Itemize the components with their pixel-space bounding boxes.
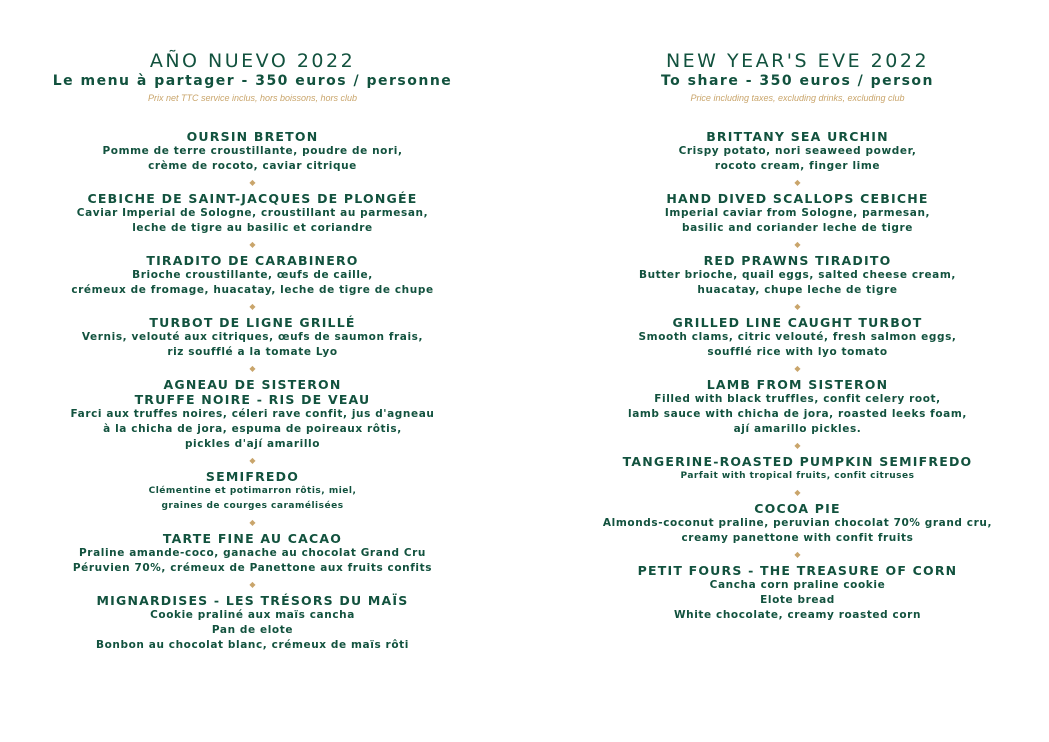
- diamond-separator-icon: ◆: [794, 364, 801, 373]
- course-description-line: crème de rocoto, caviar citrique: [148, 160, 357, 172]
- course-description-line: Péruvien 70%, crémeux de Panettone aux fruits confits: [72, 562, 433, 574]
- diamond-separator-icon: ◆: [249, 302, 256, 311]
- course-list: [0, 129, 505, 653]
- course-list: [545, 129, 1049, 623]
- diamond-separator-icon: ◆: [794, 550, 801, 559]
- menu-column-english: [545, 0, 1049, 623]
- course-description-line: Pan de elote: [211, 624, 294, 636]
- course-description-line: Clémentine et potimarron rôtis, miel,: [148, 486, 357, 496]
- course-description-line: à la chicha de jora, espuma de poireaux rôtis,: [103, 423, 402, 435]
- menu-subtitle: To share - 350 euros / person: [660, 73, 934, 89]
- course-description-line: ají amarillo pickles.: [733, 423, 862, 435]
- course-item: [0, 593, 505, 653]
- course-description-line: White chocolate, creamy roasted corn: [673, 609, 922, 621]
- diamond-separator-icon: ◆: [249, 580, 256, 589]
- course-item: [545, 191, 1049, 236]
- course-item: [0, 191, 505, 236]
- menu-title: NEW YEAR'S EVE 2022: [665, 50, 930, 72]
- diamond-separator-icon: ◆: [794, 240, 801, 249]
- course-item: [545, 253, 1049, 298]
- course-description-line: Butter brioche, quail eggs, salted cheese cream,: [639, 269, 956, 281]
- course-name: TIRADITO DE CARABINERO: [146, 253, 359, 268]
- course-item: [0, 377, 505, 452]
- course-name: LAMB FROM SISTERON: [706, 377, 889, 392]
- course-description-line: Caviar Imperial de Sologne, croustillant au parmesan,: [76, 207, 429, 219]
- course-item: [545, 315, 1049, 360]
- diamond-separator-icon: ◆: [794, 441, 801, 450]
- diamond-separator-icon: ◆: [249, 456, 256, 465]
- course-description-line: Crispy potato, nori seaweed powder,: [678, 145, 917, 157]
- course-name: CEBICHE DE SAINT-JACQUES DE PLONGÉE: [87, 191, 418, 206]
- course-description-line: Brioche croustillante, œufs de caille,: [132, 269, 373, 281]
- menu-price-note: Price including taxes, excluding drinks, excluding club: [690, 93, 905, 103]
- course-description-line: Filled with black truffles, confit celery root,: [654, 393, 941, 405]
- course-description-line: soufflé rice with lyo tomato: [707, 346, 888, 358]
- course-item: [0, 469, 505, 514]
- course-name: TURBOT DE LIGNE GRILLÉ: [149, 315, 356, 330]
- diamond-separator-icon: ◆: [794, 178, 801, 187]
- menu-price-note: Prix net TTC service inclus, hors boissons, hors club: [147, 93, 358, 103]
- course-description-line: Bonbon au chocolat blanc, crémeux de maïs rôti: [96, 639, 409, 651]
- menu-subtitle: Le menu à partager - 350 euros / personne: [52, 73, 453, 89]
- diamond-separator-icon: ◆: [249, 240, 256, 249]
- course-description-line: Pomme de terre croustillante, poudre de nori,: [102, 145, 403, 157]
- course-name: GRILLED LINE CAUGHT TURBOT: [672, 315, 923, 330]
- course-description-line: Praline amande-coco, ganache au chocolat Grand Cru: [79, 547, 426, 559]
- diamond-separator-icon: ◆: [794, 302, 801, 311]
- course-description-line: Imperial caviar from Sologne, parmesan,: [664, 207, 931, 219]
- course-item: [545, 377, 1049, 437]
- course-item: [545, 129, 1049, 174]
- course-description-line: lamb sauce with chicha de jora, roasted leeks foam,: [628, 408, 967, 420]
- course-name: SEMIFREDO: [205, 469, 300, 484]
- diamond-separator-icon: ◆: [249, 364, 256, 373]
- course-description-line: graines de courges caramélisées: [161, 501, 344, 511]
- course-description-line: Cancha corn praline cookie: [709, 579, 886, 591]
- course-item: [0, 129, 505, 174]
- course-description-line: rocoto cream, finger lime: [714, 160, 881, 172]
- course-item: [0, 253, 505, 298]
- course-name: PETIT FOURS - THE TREASURE OF CORN: [637, 563, 958, 578]
- diamond-separator-icon: ◆: [249, 518, 256, 527]
- course-description-line: Elote bread: [760, 594, 835, 606]
- course-item: [0, 315, 505, 360]
- course-item: [545, 454, 1049, 484]
- course-name: COCOA PIE: [754, 501, 841, 516]
- menu-title: AÑO NUEVO 2022: [149, 50, 356, 72]
- course-name: TANGERINE-ROASTED PUMPKIN SEMIFREDO: [622, 454, 973, 469]
- course-name: OURSIN BRETON: [186, 129, 319, 144]
- course-name: TRUFFE NOIRE - RIS DE VEAU: [134, 392, 371, 407]
- course-description-line: crémeux de fromage, huacatay, leche de tigre de chupe: [71, 284, 434, 296]
- course-name: HAND DIVED SCALLOPS CEBICHE: [666, 191, 929, 206]
- course-description-line: basilic and coriander leche de tigre: [681, 222, 914, 234]
- diamond-separator-icon: ◆: [249, 178, 256, 187]
- course-item: [545, 563, 1049, 623]
- course-name: AGNEAU DE SISTERON: [163, 377, 342, 392]
- course-name: MIGNARDISES - LES TRÉSORS DU MAÏS: [96, 593, 409, 608]
- course-name: BRITTANY SEA URCHIN: [706, 129, 889, 144]
- course-description-line: Farci aux truffes noires, céleri rave confit, jus d'agneau: [70, 408, 435, 420]
- course-item: [545, 501, 1049, 546]
- course-description-line: pickles d'ají amarillo: [184, 438, 321, 450]
- course-description-line: creamy panettone with confit fruits: [681, 532, 914, 544]
- course-description-line: riz soufflé a la tomate Lyo: [167, 346, 338, 358]
- course-description-line: Vernis, velouté aux citriques, œufs de saumon frais,: [81, 331, 424, 343]
- course-item: [0, 531, 505, 576]
- diamond-separator-icon: ◆: [794, 488, 801, 497]
- course-description-line: Almonds-coconut praline, peruvian chocolat 70% grand cru,: [602, 517, 993, 529]
- course-description-line: Parfait with tropical fruits, confit citruses: [680, 471, 915, 481]
- course-description-line: leche de tigre au basilic et coriandre: [132, 222, 373, 234]
- menu-column-french: [0, 0, 505, 653]
- course-description-line: huacatay, chupe leche de tigre: [697, 284, 898, 296]
- course-description-line: Smooth clams, citric velouté, fresh salmon eggs,: [638, 331, 957, 343]
- course-name: RED PRAWNS TIRADITO: [703, 253, 892, 268]
- course-name: TARTE FINE AU CACAO: [162, 531, 343, 546]
- course-description-line: Cookie praliné aux maïs cancha: [150, 609, 355, 621]
